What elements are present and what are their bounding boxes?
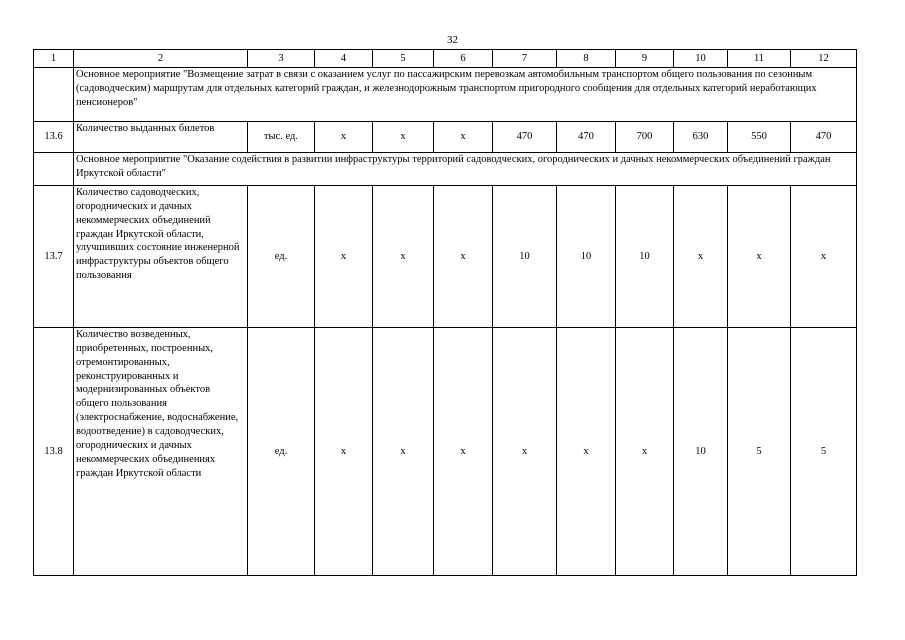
page-number: 32 bbox=[447, 34, 458, 46]
row-number-cell bbox=[34, 68, 74, 122]
value-cell: 10 bbox=[557, 186, 616, 328]
row-number: 13.7 bbox=[34, 186, 74, 328]
column-header: 1 bbox=[34, 50, 74, 68]
main-event-title: Основное мероприятие "Оказание содействия в развитии инфраструктуры территорий садоводческих, огороднических и дачных некоммерческих объединений граждан Иркутской области" bbox=[74, 153, 857, 186]
value-cell: х bbox=[373, 122, 434, 153]
indicator-name: Количество садоводческих, огороднических и дачных некоммерческих объединений граждан Иркутской области, улучшивших состояние инженерной инфраструктуры объектов общего пользования bbox=[74, 186, 248, 328]
value-cell: х bbox=[434, 328, 493, 576]
value-cell: 470 bbox=[493, 122, 557, 153]
row-number: 13.8 bbox=[34, 328, 74, 576]
indicator-name: Количество возведенных, приобретенных, построенных, отремонтированных, реконструированных и модернизированных объектов общего пользования (электроснабжение, водоснабжение, водоотведение) в садоводческих, огороднических и дачных некоммерческих объединениях граждан Иркутской области bbox=[74, 328, 248, 576]
value-cell: 10 bbox=[616, 186, 674, 328]
value-cell: 470 bbox=[557, 122, 616, 153]
value-cell: х bbox=[315, 328, 373, 576]
value-cell: х bbox=[315, 122, 373, 153]
value-cell: 630 bbox=[674, 122, 728, 153]
unit-cell: тыс. ед. bbox=[248, 122, 315, 153]
unit-cell: ед. bbox=[248, 186, 315, 328]
indicator-name: Количество выданных билетов bbox=[74, 122, 248, 153]
column-header: 9 bbox=[616, 50, 674, 68]
value-cell: 550 bbox=[728, 122, 791, 153]
value-cell: х bbox=[674, 186, 728, 328]
value-cell: х bbox=[728, 186, 791, 328]
row-number: 13.6 bbox=[34, 122, 74, 153]
column-header: 7 bbox=[493, 50, 557, 68]
column-header: 4 bbox=[315, 50, 373, 68]
table-row bbox=[34, 122, 857, 153]
value-cell: х bbox=[315, 186, 373, 328]
value-cell: 470 bbox=[791, 122, 857, 153]
table-row bbox=[34, 328, 857, 576]
column-header: 5 bbox=[373, 50, 434, 68]
table-row bbox=[34, 186, 857, 328]
main-event-row bbox=[34, 68, 857, 122]
column-header: 11 bbox=[728, 50, 791, 68]
column-header: 3 bbox=[248, 50, 315, 68]
value-cell: х bbox=[373, 186, 434, 328]
column-header: 10 bbox=[674, 50, 728, 68]
value-cell: 10 bbox=[493, 186, 557, 328]
column-header: 8 bbox=[557, 50, 616, 68]
column-header: 2 bbox=[74, 50, 248, 68]
value-cell: х bbox=[557, 328, 616, 576]
value-cell: 5 bbox=[728, 328, 791, 576]
value-cell: 5 bbox=[791, 328, 857, 576]
value-cell: х bbox=[373, 328, 434, 576]
value-cell: 10 bbox=[674, 328, 728, 576]
indicators-table bbox=[33, 49, 857, 576]
value-cell: 700 bbox=[616, 122, 674, 153]
main-event-row bbox=[34, 153, 857, 186]
main-event-title: Основное мероприятие "Возмещение затрат в связи с оказанием услуг по пассажирским перевозкам автомобильным транспортом общего пользования по сезонным (садоводческим) маршрутам для отдельных категорий граждан, и железнодорожным транспортом пригородного сообщения для отдельных категорий неработающих пенсионеров" bbox=[74, 68, 857, 122]
value-cell: х bbox=[616, 328, 674, 576]
row-number-cell bbox=[34, 153, 74, 186]
column-header: 12 bbox=[791, 50, 857, 68]
column-number-row bbox=[34, 50, 857, 68]
unit-cell: ед. bbox=[248, 328, 315, 576]
column-header: 6 bbox=[434, 50, 493, 68]
value-cell: х bbox=[493, 328, 557, 576]
value-cell: х bbox=[434, 186, 493, 328]
value-cell: х bbox=[791, 186, 857, 328]
value-cell: х bbox=[434, 122, 493, 153]
